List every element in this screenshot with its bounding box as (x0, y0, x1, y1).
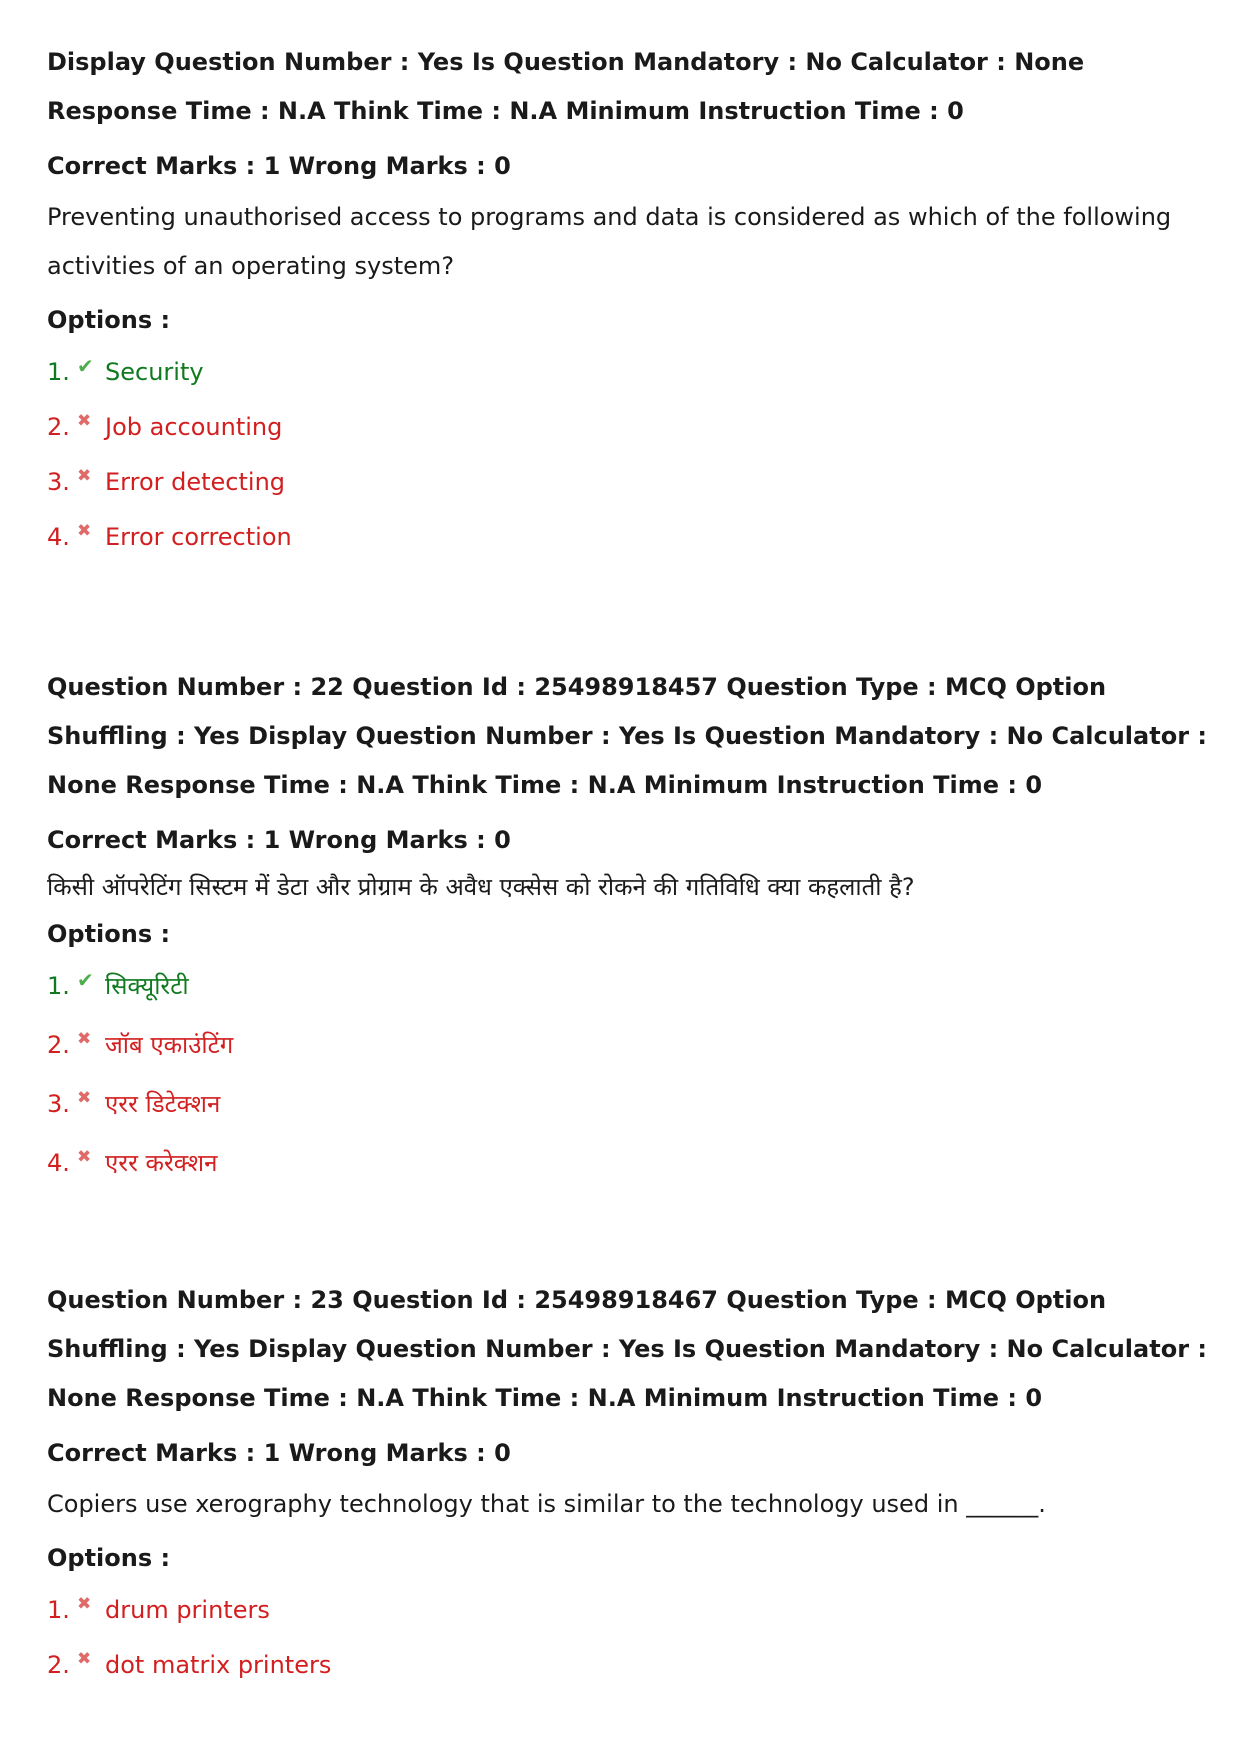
option-label: एरर डिटेक्शन (105, 1090, 221, 1118)
question-meta: Question Number : 23 Question Id : 25498918467 Question Type : MCQ Option Shuffling : Yes Display Question Number : Yes Is Question Mandatory : No Calculator : None Response Time : N.A Think Time : N.A Minimum Instruction Time : 0 (47, 1286, 1207, 1412)
cross-icon: ✖ (77, 1649, 92, 1669)
checkmark-icon: ✔ (77, 968, 94, 992)
option-label: सिक्यूरिटी (105, 972, 189, 1000)
option-number: 3. (47, 468, 70, 496)
option-label: Job accounting (105, 413, 283, 441)
option-4-wrong (47, 522, 1207, 552)
question-block-22 (47, 663, 1207, 1178)
option-number: 2. (47, 413, 70, 441)
options-label: Options : (47, 306, 171, 334)
option-label: dot matrix printers (105, 1651, 332, 1679)
question-meta: Question Number : 22 Question Id : 25498918457 Question Type : MCQ Option Shuffling : Yes Display Question Number : Yes Is Question Mandatory : No Calculator : None Response Time : N.A Think Time : N.A Minimum Instruction Time : 0 (47, 673, 1207, 799)
option-4-wrong (47, 1148, 1207, 1178)
option-number: 2. (47, 1651, 70, 1679)
cross-icon: ✖ (77, 466, 92, 486)
cross-icon: ✖ (77, 411, 92, 431)
option-3-wrong (47, 467, 1207, 497)
option-1-wrong (47, 1595, 1207, 1625)
question-meta: Display Question Number : Yes Is Question Mandatory : No Calculator : None Response Time : N.A Think Time : N.A Minimum Instruction Time : 0 (47, 48, 1085, 125)
option-number: 3. (47, 1090, 70, 1118)
option-2-wrong (47, 1650, 1207, 1680)
option-label: Error correction (105, 523, 292, 551)
option-3-wrong (47, 1089, 1207, 1119)
question-text: Copiers use xerography technology that is similar to the technology used in ______. (47, 1490, 1046, 1518)
option-label: जॉब एकाउंटिंग (105, 1031, 234, 1059)
question-marks: Correct Marks : 1 Wrong Marks : 0 (47, 152, 511, 180)
question-text: किसी ऑपरेटिंग सिस्टम में डेटा और प्रोग्राम के अवैध एक्सेस को रोकने की गतिविधि क्या कहलाती है? (47, 873, 915, 901)
checkmark-icon: ✔ (77, 354, 94, 378)
option-number: 4. (47, 1149, 70, 1177)
options-label: Options : (47, 920, 171, 948)
cross-icon: ✖ (77, 521, 92, 541)
question-text: Preventing unauthorised access to programs and data is considered as which of the following activities of an operating system? (47, 203, 1172, 280)
option-1-correct (47, 968, 1207, 1001)
option-label: drum printers (105, 1596, 270, 1624)
question-block-21 (47, 38, 1207, 552)
option-number: 1. (47, 972, 70, 1000)
option-2-wrong (47, 412, 1207, 442)
cross-icon: ✖ (77, 1594, 92, 1614)
cross-icon: ✖ (77, 1029, 92, 1049)
option-1-correct (47, 354, 1207, 387)
question-block-23 (47, 1276, 1207, 1680)
option-label: Error detecting (105, 468, 286, 496)
option-label: Security (105, 358, 204, 386)
option-2-wrong (47, 1030, 1207, 1060)
option-number: 2. (47, 1031, 70, 1059)
cross-icon: ✖ (77, 1147, 92, 1167)
option-number: 1. (47, 1596, 70, 1624)
options-label: Options : (47, 1544, 171, 1572)
question-marks: Correct Marks : 1 Wrong Marks : 0 (47, 1439, 511, 1467)
option-number: 1. (47, 358, 70, 386)
question-marks: Correct Marks : 1 Wrong Marks : 0 (47, 826, 511, 854)
option-number: 4. (47, 523, 70, 551)
option-label: एरर करेक्शन (105, 1149, 218, 1177)
cross-icon: ✖ (77, 1088, 92, 1108)
